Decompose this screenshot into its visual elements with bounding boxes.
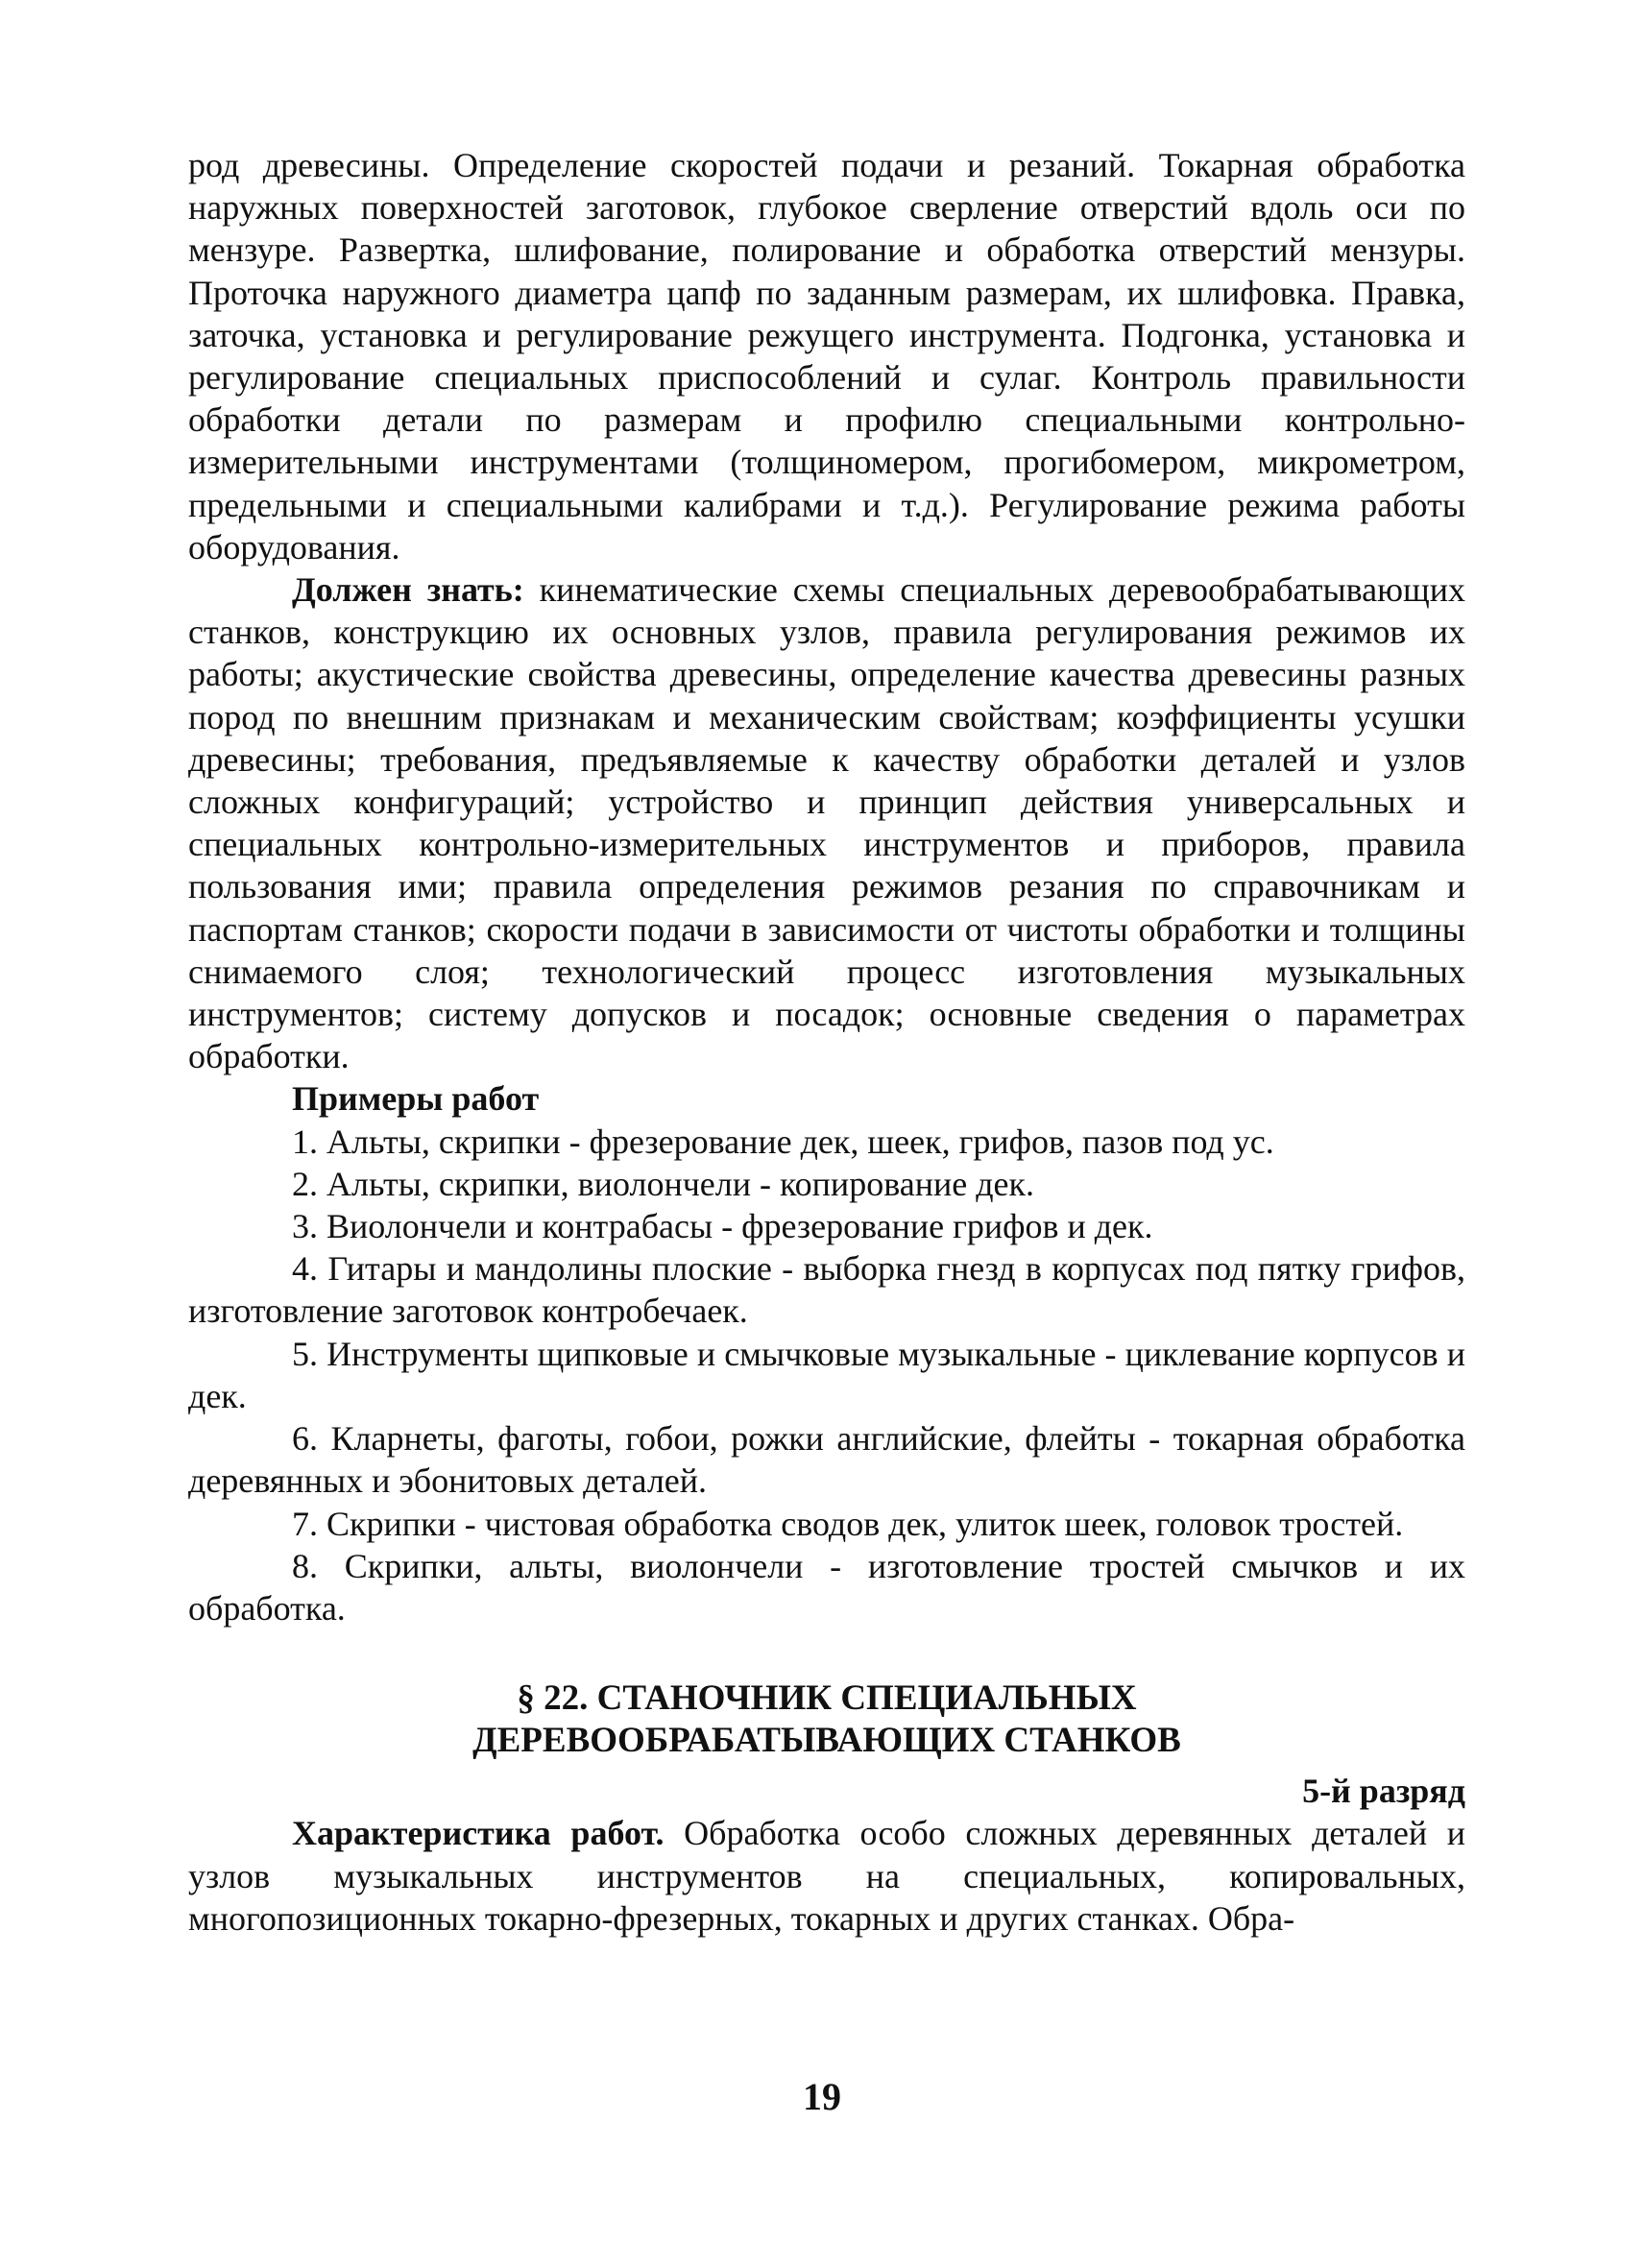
page-body [188, 144, 1465, 1940]
section-heading [188, 1677, 1465, 1762]
must-know-label: Должен знать: [292, 570, 524, 610]
example-item: 2. Альты, скрипки, виолончели - копирование дек. [292, 1164, 1034, 1203]
example-item: 4. Гитары и мандолины плоские - выборка гнезд в корпусах под пятку грифов, изготовление заготовок контробечаек. [188, 1249, 1465, 1331]
example-item: 5. Инструменты щипковые и смычковые музыкальные - циклевание корпусов и дек. [188, 1334, 1465, 1415]
paragraph-must-know [188, 568, 1465, 1077]
example-item: 3. Виолончели и контрабасы - фрезерование грифов и дек. [292, 1207, 1153, 1246]
characteristics-text: Обработка особо сложных деревянных деталей и узлов музыкальных инструментов на специальных, копировальных, многопозиционных токарно-фрезерных, токарных и других станках. Обра- [188, 1814, 1465, 1938]
section-heading-line2: ДЕРЕВООБРАБАТЫВАЮЩИХ СТАНКОВ [472, 1721, 1181, 1761]
must-know-text: кинематические схемы специальных деревообрабатывающих станков, конструкцию их основных узлов, правила регулирования режимов их работы; акустические свойства древесины, определение качества древесины разных пород по внешним признакам и механическим свойствам; коэффициенты усушки древесины; требования, предъявляемые к качеству обработки деталей и узлов сложных конфигураций; устройство и принцип действия универсальных и специальных контрольно-измерительных инструментов и приборов, правила пользования ими; правила определения режимов резания по справочникам и паспортам станков; скорости подачи в зависимости от чистоты обработки и толщины снимаемого слоя; технологический процесс изготовления музыкальных инструментов; систему допусков и посадок; основные сведения о параметрах обработки. [188, 570, 1466, 1076]
page-number: 19 [803, 2075, 841, 2118]
characteristics-label: Характеристика работ. [292, 1814, 665, 1853]
paragraph-characteristics [188, 1812, 1465, 1940]
example-item: 8. Скрипки, альты, виолончели - изготовление тростей смычков и их обработка. [188, 1546, 1465, 1628]
example-item: 7. Скрипки - чистовая обработка сводов дек, улиток шеек, головок тростей. [292, 1504, 1404, 1543]
example-item: 1. Альты, скрипки - фрезерование дек, шеек, грифов, пазов под ус. [292, 1122, 1274, 1161]
grade-label: 5-й разряд [1302, 1772, 1465, 1811]
paragraph-work-description: род древесины. Определение скоростей подачи и резаний. Токарная обработка наружных поверхностей заготовок, глубокое сверление отверстий вдоль оси по мензуре. Развертка, шлифование, полирование и обработка отверстий мензуры. Проточка наружного диаметра цапф по заданным размерам, их шлифовка. Правка, заточка, установка и регулирование режущего инструмента. Подгонка, установка и регулирование специальных приспособлений и сулаг. Контроль правильности обработки детали по размерам и профилю специальными контрольно-измерительными инструментами (толщиномером, прогибомером, микрометром, предельными и специальными калибрами и т.д.). Регулирование режима работы оборудования. [188, 146, 1465, 567]
example-item: 6. Кларнеты, фаготы, гобои, рожки английские, флейты - токарная обработка деревянных и эбонитовых деталей. [188, 1419, 1465, 1501]
section-heading-line1: § 22. СТАНОЧНИК СПЕЦИАЛЬНЫХ [517, 1678, 1137, 1719]
examples-title: Примеры работ [292, 1079, 540, 1119]
